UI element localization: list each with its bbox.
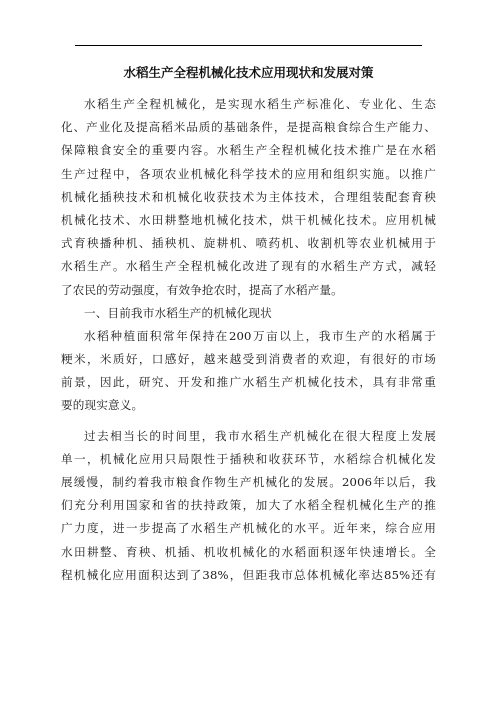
- text-line: 生产过程中，各项农业机械化科学技术的应用和组织实施。以推广: [61, 166, 436, 181]
- text-line: 水田耕整、育秧、机插、机收机械化的水稻面积逐年快速增长。全: [61, 544, 436, 559]
- text-line: 们充分利用国家和省的扶持政策，加大了水稻全程机械化生产的推: [61, 498, 436, 513]
- text-line: 展缓慢，制约着我市粮食作物生产机械化的发展。2006年以后，我: [61, 475, 436, 489]
- text-line: 了农民的劳动强度，有效争抢农时，提高了水稻产量。: [61, 282, 343, 297]
- text-line: 粳米，米质好，口感好，越来越受到消费者的欢迎，有很好的市场: [61, 352, 436, 367]
- text-line: 水稻种植面积常年保持在200万亩以上，我市生产的水稻属于: [84, 328, 436, 343]
- document-title: 水稻生产全程机械化技术应用现状和发展对策: [123, 65, 374, 80]
- text-line: 机械化插秧技术和机械化收获技术为主体技术，合理组装配套育秧: [61, 189, 436, 204]
- text-line: 广力度，进一步提高了水稻生产机械化的水平。近年来，综合应用: [61, 521, 436, 536]
- text-line: 前景，因此，研究、开发和推广水稻生产机械化技术，具有非常重: [61, 375, 436, 390]
- section-heading-text: 一、目前我市水稻生产的机械化现状: [84, 305, 272, 320]
- text-line: 式育秧播种机、插秧机、旋耕机、喷药机、收割机等农业机械用于: [61, 236, 436, 251]
- paragraph-intro: [61, 93, 436, 302]
- document-body: [61, 93, 436, 587]
- paragraph-spacer: [61, 418, 436, 425]
- text-line: 要的现实意义。: [61, 398, 144, 413]
- section-heading: [61, 302, 436, 325]
- text-line: 保障粮食安全的重要内容。水稻生产全程机械化技术推广是在水稻: [61, 143, 436, 158]
- text-line: 水稻生产全程机械化，是实现水稻生产标准化、专业化、生态: [84, 97, 436, 111]
- text-line: 水稻生产。水稻生产全程机械化改进了现有的水稻生产方式，减轻: [61, 259, 436, 274]
- header-rule: [75, 45, 422, 46]
- text-line: 程机械化应用面积达到了38%，但距我市总体机械化率达85%还有: [61, 567, 436, 582]
- text-line: 单一，机械化应用只局限性于插秧和收获环节，水稻综合机械化发: [61, 451, 436, 466]
- paragraph-history: [61, 425, 436, 587]
- paragraph-rice-area: [61, 325, 436, 418]
- text-line: 机械化技术、水田耕整地机械化技术，烘干机械化技术。应用机械: [61, 212, 436, 227]
- text-line: 化、产业化及提高稻米品质的基础条件，是提高粮食综合生产能力、: [61, 120, 436, 135]
- text-line: 过去相当长的时间里，我市水稻生产机械化在很大程度上发展: [84, 428, 436, 443]
